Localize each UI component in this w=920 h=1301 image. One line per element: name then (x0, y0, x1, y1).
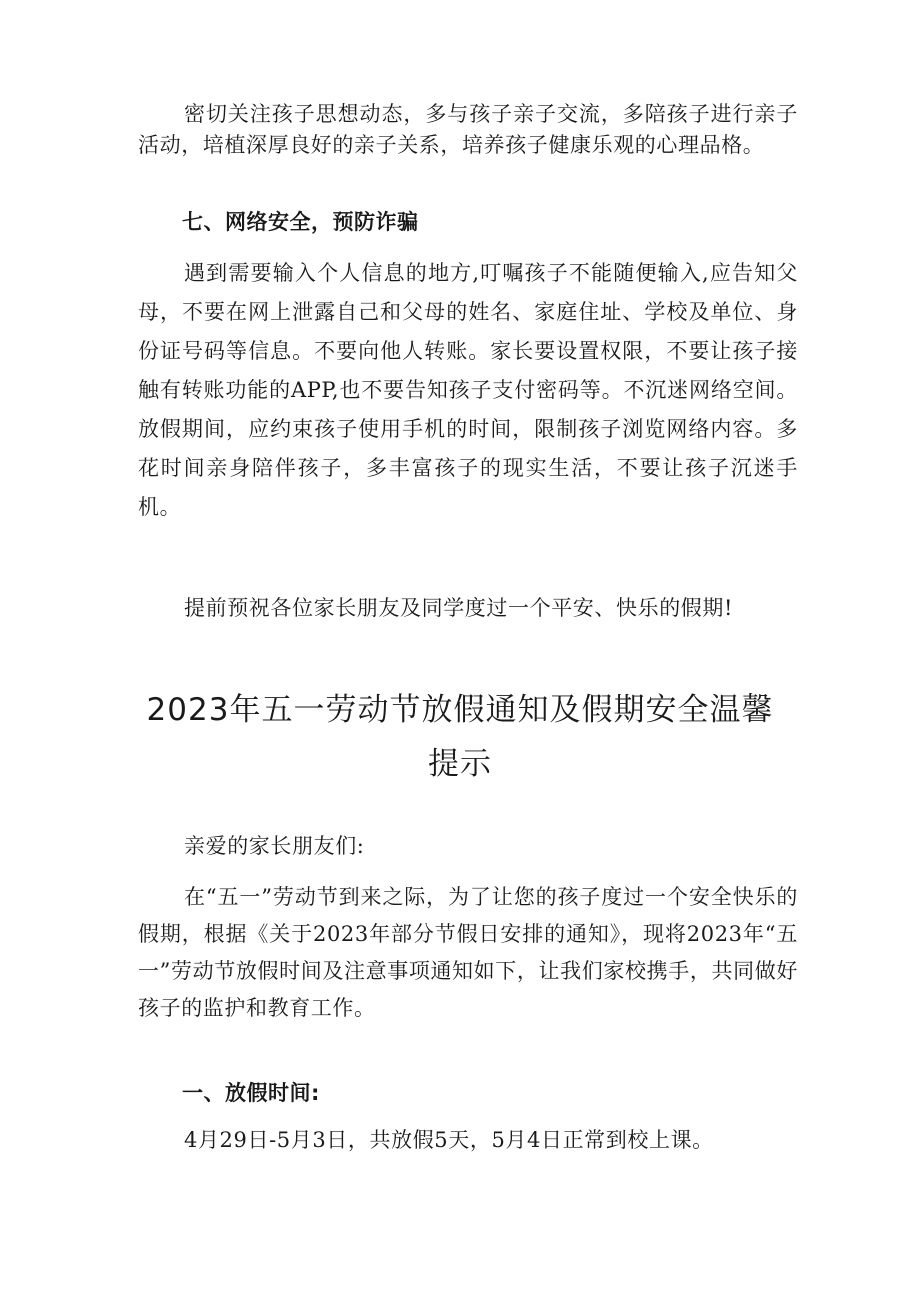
greeting-line: 亲爱的家长朋友们: (184, 834, 365, 858)
section7-body-paragraph: 遇到需要输入个人信息的地方,叮嘱孩子不能随便输入,应告知父母，不要在网上泄露自己和父母的姓名、家庭住址、学校及单位、身份证号码等信息。不要向他人转账。家长要设置权限，不要让孩子接触有转账功能的APP,也不要告知孩子支付密码等。不沉迷网络空间。放假期间，应约束孩子使用手机的时间，限制孩子浏览网络内容。多花时间亲身陪伴孩子，多丰富孩子的现实生活，不要让孩子沉迷手机。 (138, 261, 798, 519)
closing-wish-paragraph: 提前预祝各位家长朋友及同学度过一个平安、快乐的假期! (184, 596, 734, 620)
intro-paragraph: 在“五一”劳动节到来之际，为了让您的孩子度过一个安全快乐的假期，根据《关于2023年部分节假日安排的通知》，现将2023年“五一”劳动节放假时间及注意事项通知如下，让我们家校携手，共同做好孩子的监护和教育工作。 (138, 885, 798, 1020)
section1-heading: 一、放假时间: (182, 1081, 320, 1105)
section7-heading: 七、网络安全，预防诈骗 (182, 210, 419, 234)
section6-closing-paragraph: 密切关注孩子思想动态，多与孩子亲子交流，多陪孩子进行亲子活动，培植深厚良好的亲子关系，培养孩子健康乐观的心理品格。 (138, 102, 798, 157)
notice-title: 2023年五一劳动节放假通知及假期安全温馨提示 (146, 692, 774, 782)
section1-body-paragraph: 4月29日-5月3日，共放假5天，5月4日正常到校上课。 (184, 1128, 714, 1152)
